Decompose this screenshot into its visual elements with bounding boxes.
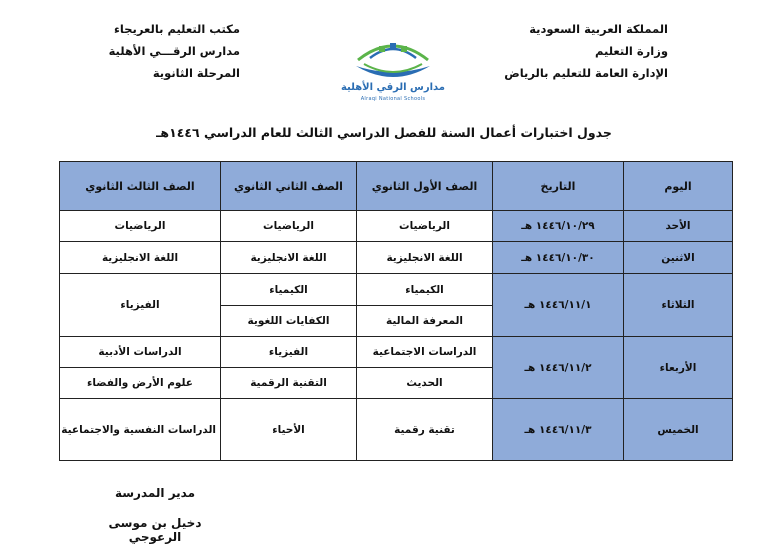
cell-day: الخميس	[624, 399, 733, 461]
cell-day: الأربعاء	[624, 337, 733, 399]
table-row	[60, 399, 733, 461]
school-logo	[338, 30, 448, 110]
table-row	[60, 274, 733, 306]
header-administration: الإدارة العامة للتعليم بالرياض	[504, 66, 668, 80]
cell-grade2: الكفايات اللغوية	[221, 306, 357, 337]
cell-grade2: التقنية الرقمية	[221, 368, 357, 399]
header-right	[504, 18, 668, 84]
cell-grade1: تقنية رقمية	[357, 399, 493, 461]
header-school: مدارس الرقـــي الأهلية	[108, 44, 240, 58]
cell-date: ١٤٤٦/١١/٢ هـ	[493, 337, 624, 399]
cell-grade2: اللغة الانجليزية	[221, 242, 357, 274]
table-header-row	[60, 162, 733, 211]
cell-grade3: الدراسات الأدبية	[60, 337, 221, 368]
cell-grade3: اللغة الانجليزية	[60, 242, 221, 274]
logo-graphic-icon	[338, 30, 448, 85]
cell-grade2: الفيزياء	[221, 337, 357, 368]
cell-day: الاثنين	[624, 242, 733, 274]
cell-grade1: الكيمياء	[357, 274, 493, 306]
cell-grade2: الرياضيات	[221, 211, 357, 242]
header-grade1: الصف الأول الثانوي	[357, 162, 493, 211]
cell-date: ١٤٤٦/١٠/٣٠ هـ	[493, 242, 624, 274]
header-day: اليوم	[624, 162, 733, 211]
cell-grade3: علوم الأرض والفضاء	[60, 368, 221, 399]
cell-grade2: الأحياء	[221, 399, 357, 461]
cell-date: ١٤٤٦/١٠/٢٩ هـ	[493, 211, 624, 242]
cell-grade3: الفيزياء	[60, 274, 221, 337]
header-grade3: الصف الثالث الثانوي	[60, 162, 221, 211]
header-kingdom: المملكة العربية السعودية	[529, 22, 668, 36]
cell-grade1: المعرفة المالية	[357, 306, 493, 337]
header-date: التاريخ	[493, 162, 624, 211]
cell-grade2: الكيمياء	[221, 274, 357, 306]
signature-title: مدير المدرسة	[114, 486, 196, 500]
signature-name: دخيل بن موسى الرعوجي	[108, 516, 202, 544]
cell-grade1: الدراسات الاجتماعية	[357, 337, 493, 368]
cell-date: ١٤٤٦/١١/١ هـ	[493, 274, 624, 337]
header-left	[90, 18, 240, 84]
header-office: مكتب التعليم بالعريجاء	[114, 22, 240, 36]
header-stage: المرحلة الثانوية	[152, 66, 240, 80]
header-grade2: الصف الثاني الثانوي	[221, 162, 357, 211]
cell-grade1: اللغة الانجليزية	[357, 242, 493, 274]
table-row	[60, 337, 733, 368]
exam-schedule-table	[59, 161, 733, 461]
table-row	[60, 242, 733, 274]
cell-grade1: الرياضيات	[357, 211, 493, 242]
header-ministry: وزارة التعليم	[595, 44, 668, 58]
logo-name-ar: مدارس الرقي الأهلية	[340, 82, 446, 93]
cell-grade3: الرياضيات	[60, 211, 221, 242]
table-row	[60, 211, 733, 242]
cell-grade3: الدراسات النفسية والاجتماعية	[60, 399, 221, 461]
cell-date: ١٤٤٦/١١/٣ هـ	[493, 399, 624, 461]
logo-name-en: Alraqi National Schools	[360, 96, 426, 102]
cell-grade1: الحديث	[357, 368, 493, 399]
cell-day: الأحد	[624, 211, 733, 242]
cell-day: الثلاثاء	[624, 274, 733, 337]
page-title: جدول اختبارات أعمال السنة للفصل الدراسي الثالث للعام الدراسي ١٤٤٦هـ	[156, 125, 612, 140]
